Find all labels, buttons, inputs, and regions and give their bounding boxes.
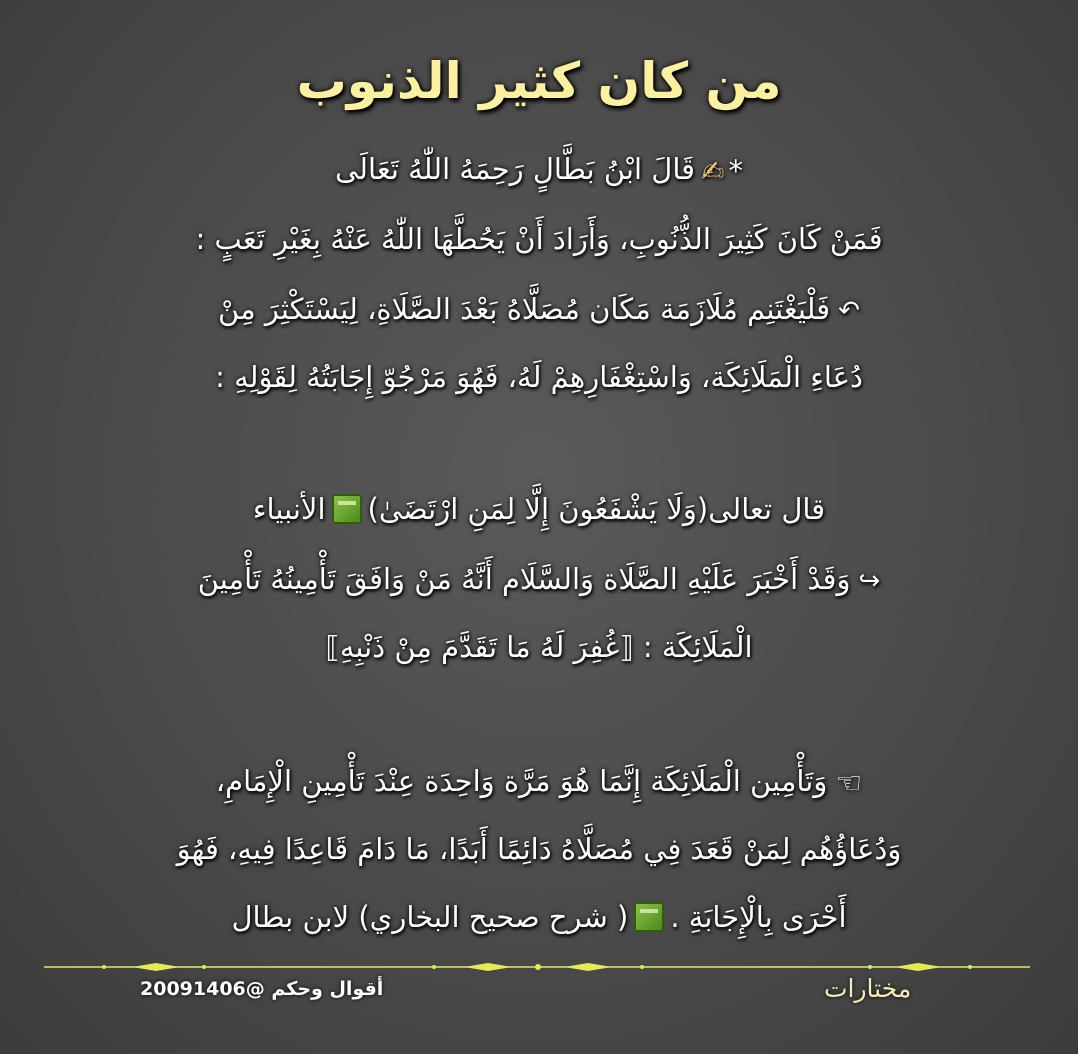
line-5-text: قال تعالى(وَلَا يَشْفَعُونَ إِلَّا لِمَنِ ارْتَضَىٰ) — [367, 492, 826, 526]
text-line-2 — [40, 222, 1038, 256]
line-4-text: دُعَاءِ الْمَلَائِكَة، وَاسْتِغْفَارِهِمْ لَهُ، فَهُوَ مَرْجُوّ إِجَابَتُهُ لِقَوْلِهِ : — [215, 360, 863, 394]
text-line-7 — [40, 630, 1038, 664]
book-icon — [332, 494, 362, 524]
line-1-text: قَالَ ابْنُ بَطَّالٍ رَحِمَهُ اللّٰهُ تَعَالَى — [335, 152, 696, 186]
text-line-3 — [40, 292, 1038, 326]
text-line-9 — [40, 832, 1038, 866]
text-line-8 — [40, 764, 1038, 801]
writing-hand-icon: ✍ — [701, 154, 725, 188]
line-7-text: الْمَلَائِكَة : ⟦غُفِرَ لَهُ مَا تَقَدَّمَ مِنْ ذَنْبِهِ⟧ — [325, 630, 753, 664]
page-title: من كان كثير الذنوب — [296, 52, 782, 110]
line-2-text: فَمَنْ كَانَ كَثِيرَ الذُّنُوبِ، وَأَرَادَ أَنْ يَحُطَّهَا اللّٰهُ عَنْهُ بِغَيْرِ تَعَبٍ : — [195, 222, 883, 256]
text-line-5 — [40, 492, 1038, 526]
footer-label-selections: مختارات — [824, 974, 912, 1003]
line-10-text: أَحْرَى بِالْإِجَابَةِ . — [670, 900, 847, 934]
footer-handle: أقوال وحكم @20091406 — [140, 978, 384, 1000]
text-line-1 — [40, 152, 1038, 188]
ornamental-divider — [44, 962, 1030, 972]
book-icon — [634, 902, 664, 932]
line-9-text: وَدُعَاؤُهُم لِمَنْ قَعَدَ فِي مُصَلَّاهُ دَائِمًا أَبَدًا، مَا دَامَ قَاعِدًا فِيهِ، فَهُوَ — [176, 832, 902, 866]
asterisk-icon: * — [728, 154, 743, 188]
surah-name: الأنبياء — [252, 492, 326, 526]
line-6-text: وَقَدْ أَخْبَرَ عَلَيْهِ الصَّلَاة وَالسَّلَام أَنَّهُ مَنْ وَافَقَ تَأْمِينُهُ تَأْمِينَ — [197, 562, 851, 596]
pointing-hand-icon: ☜ — [835, 765, 863, 801]
source-citation: ( شرح صحيح البخاري) لابن بطال — [231, 900, 629, 934]
return-arrow-icon: ↶ — [838, 296, 860, 326]
text-line-4 — [40, 360, 1038, 394]
line-3-text: فَلْيَغْتَنِم مُلَازَمَة مَكَان مُصَلَّاهُ بَعْدَ الصَّلَاةِ، لِيَسْتَكْثِرَ مِنْ — [218, 292, 831, 326]
text-line-6 — [40, 562, 1038, 596]
text-line-10 — [40, 900, 1038, 934]
hook-arrow-icon: ↪ — [858, 566, 881, 596]
line-8-text: وَتَأْمِين الْمَلَائِكَة إِنَّمَا هُوَ مَرَّة وَاحِدَة عِنْدَ تَأْمِينِ الْإِمَامِ، — [215, 764, 828, 798]
